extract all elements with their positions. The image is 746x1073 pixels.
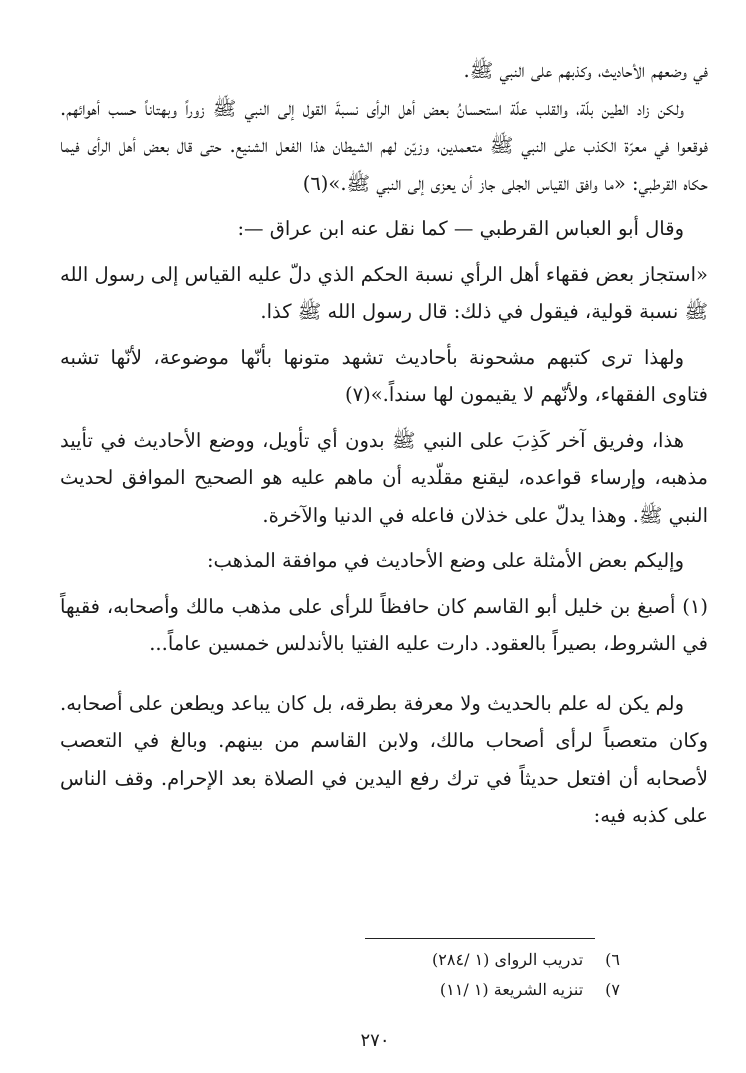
footnotes (380, 945, 620, 1005)
example-1: (١) أصبغ بن خليل أبو القاسم كان حافظاً للرأى على مذهب مالك وأصحابه، فقيهاً في الشروط، بصيراً بالعقود. دارت عليه الفتيا بالأندلس خمسين عاماً... (60, 594, 708, 655)
page-number: ٢٧٠ (360, 1030, 390, 1051)
footnote-7 (380, 975, 620, 1005)
quote-paragraph-1: «استجاز بعض فقهاء أهل الرأي نسبة الحكم الذي دلّ عليه القياس إلى رسول الله ﷺ نسبة قولية، فيقول في ذلك: قال رسول الله ﷺ كذا. (60, 262, 708, 323)
paragraph-4: هذا، وفريق آخر كَذِبَ على النبي ﷺ بدون أي تأويل، ووضع الأحاديث في تأييد مذهبه، وإرساء قواعده، ليقنع مقلّديه أن ماهم عليه هو الصحيح الموافق لحديث النبي ﷺ. وهذا يدلّ على خذلان فاعله في الدنيا والآخرة. (60, 428, 708, 527)
paragraph-2: ولكن زاد الطين بلّة، والقلب علّة استحسانُ بعض أهل الرأى نسبةَ القول إلى النبي ﷺ زوراً وبهتاناً حسب أهوائهم. فوقعوا في معرّة الكذب على النبي ﷺ متعمدين، وزيّن لهم الشيطان هذا الفعل الشنيع. حتى قال بعض أهل الرأى فيما حكاه القرطبي: «ما وافق القياس الجلى جاز أن يعزى إلى النبي ﷺ.»(٦) (60, 96, 708, 195)
paragraph-3: وقال أبو العباس القرطبي — كما نقل عنه ابن عراق —: (237, 217, 684, 240)
paragraph-1: في وضعهم الأحاديث، وكذبهم على النبي ﷺ. (463, 59, 708, 82)
paragraph-5: ولم يكن له علم بالحديث ولا معرفة بطرقه، بل كان يباعد ويطعن على أصحابه. وكان متعصباً لرأى أصحاب مالك، ولابن القاسم من بينهم. وبالغ في التعصب لأصحابه أن افتعل حديثاً في ترك رفع اليدين في الصلاة بعد الإحرام. وقف الناس على كذبه فيه: (60, 691, 708, 827)
footnote-divider (365, 938, 595, 939)
footnote-6 (380, 945, 620, 975)
footnote-text: تدريب الرواى (١ /٢٨٤) (432, 950, 584, 969)
footnote-number: ٧) (605, 980, 620, 999)
footnote-number: ٦) (605, 950, 620, 969)
quote-paragraph-2: ولهذا ترى كتبهم مشحونة بأحاديث تشهد متونها بأنّها موضوعة، لأنّها تشبه فتاوى الفقهاء، ولأنّهم لا يقيمون لها سنداً.»(٧) (60, 345, 708, 406)
main-text (60, 52, 708, 835)
examples-intro: وإليكم بعض الأمثلة على وضع الأحاديث في موافقة المذهب: (206, 549, 684, 572)
footnote-text: تنزيه الشريعة (١ /١١) (439, 980, 584, 999)
